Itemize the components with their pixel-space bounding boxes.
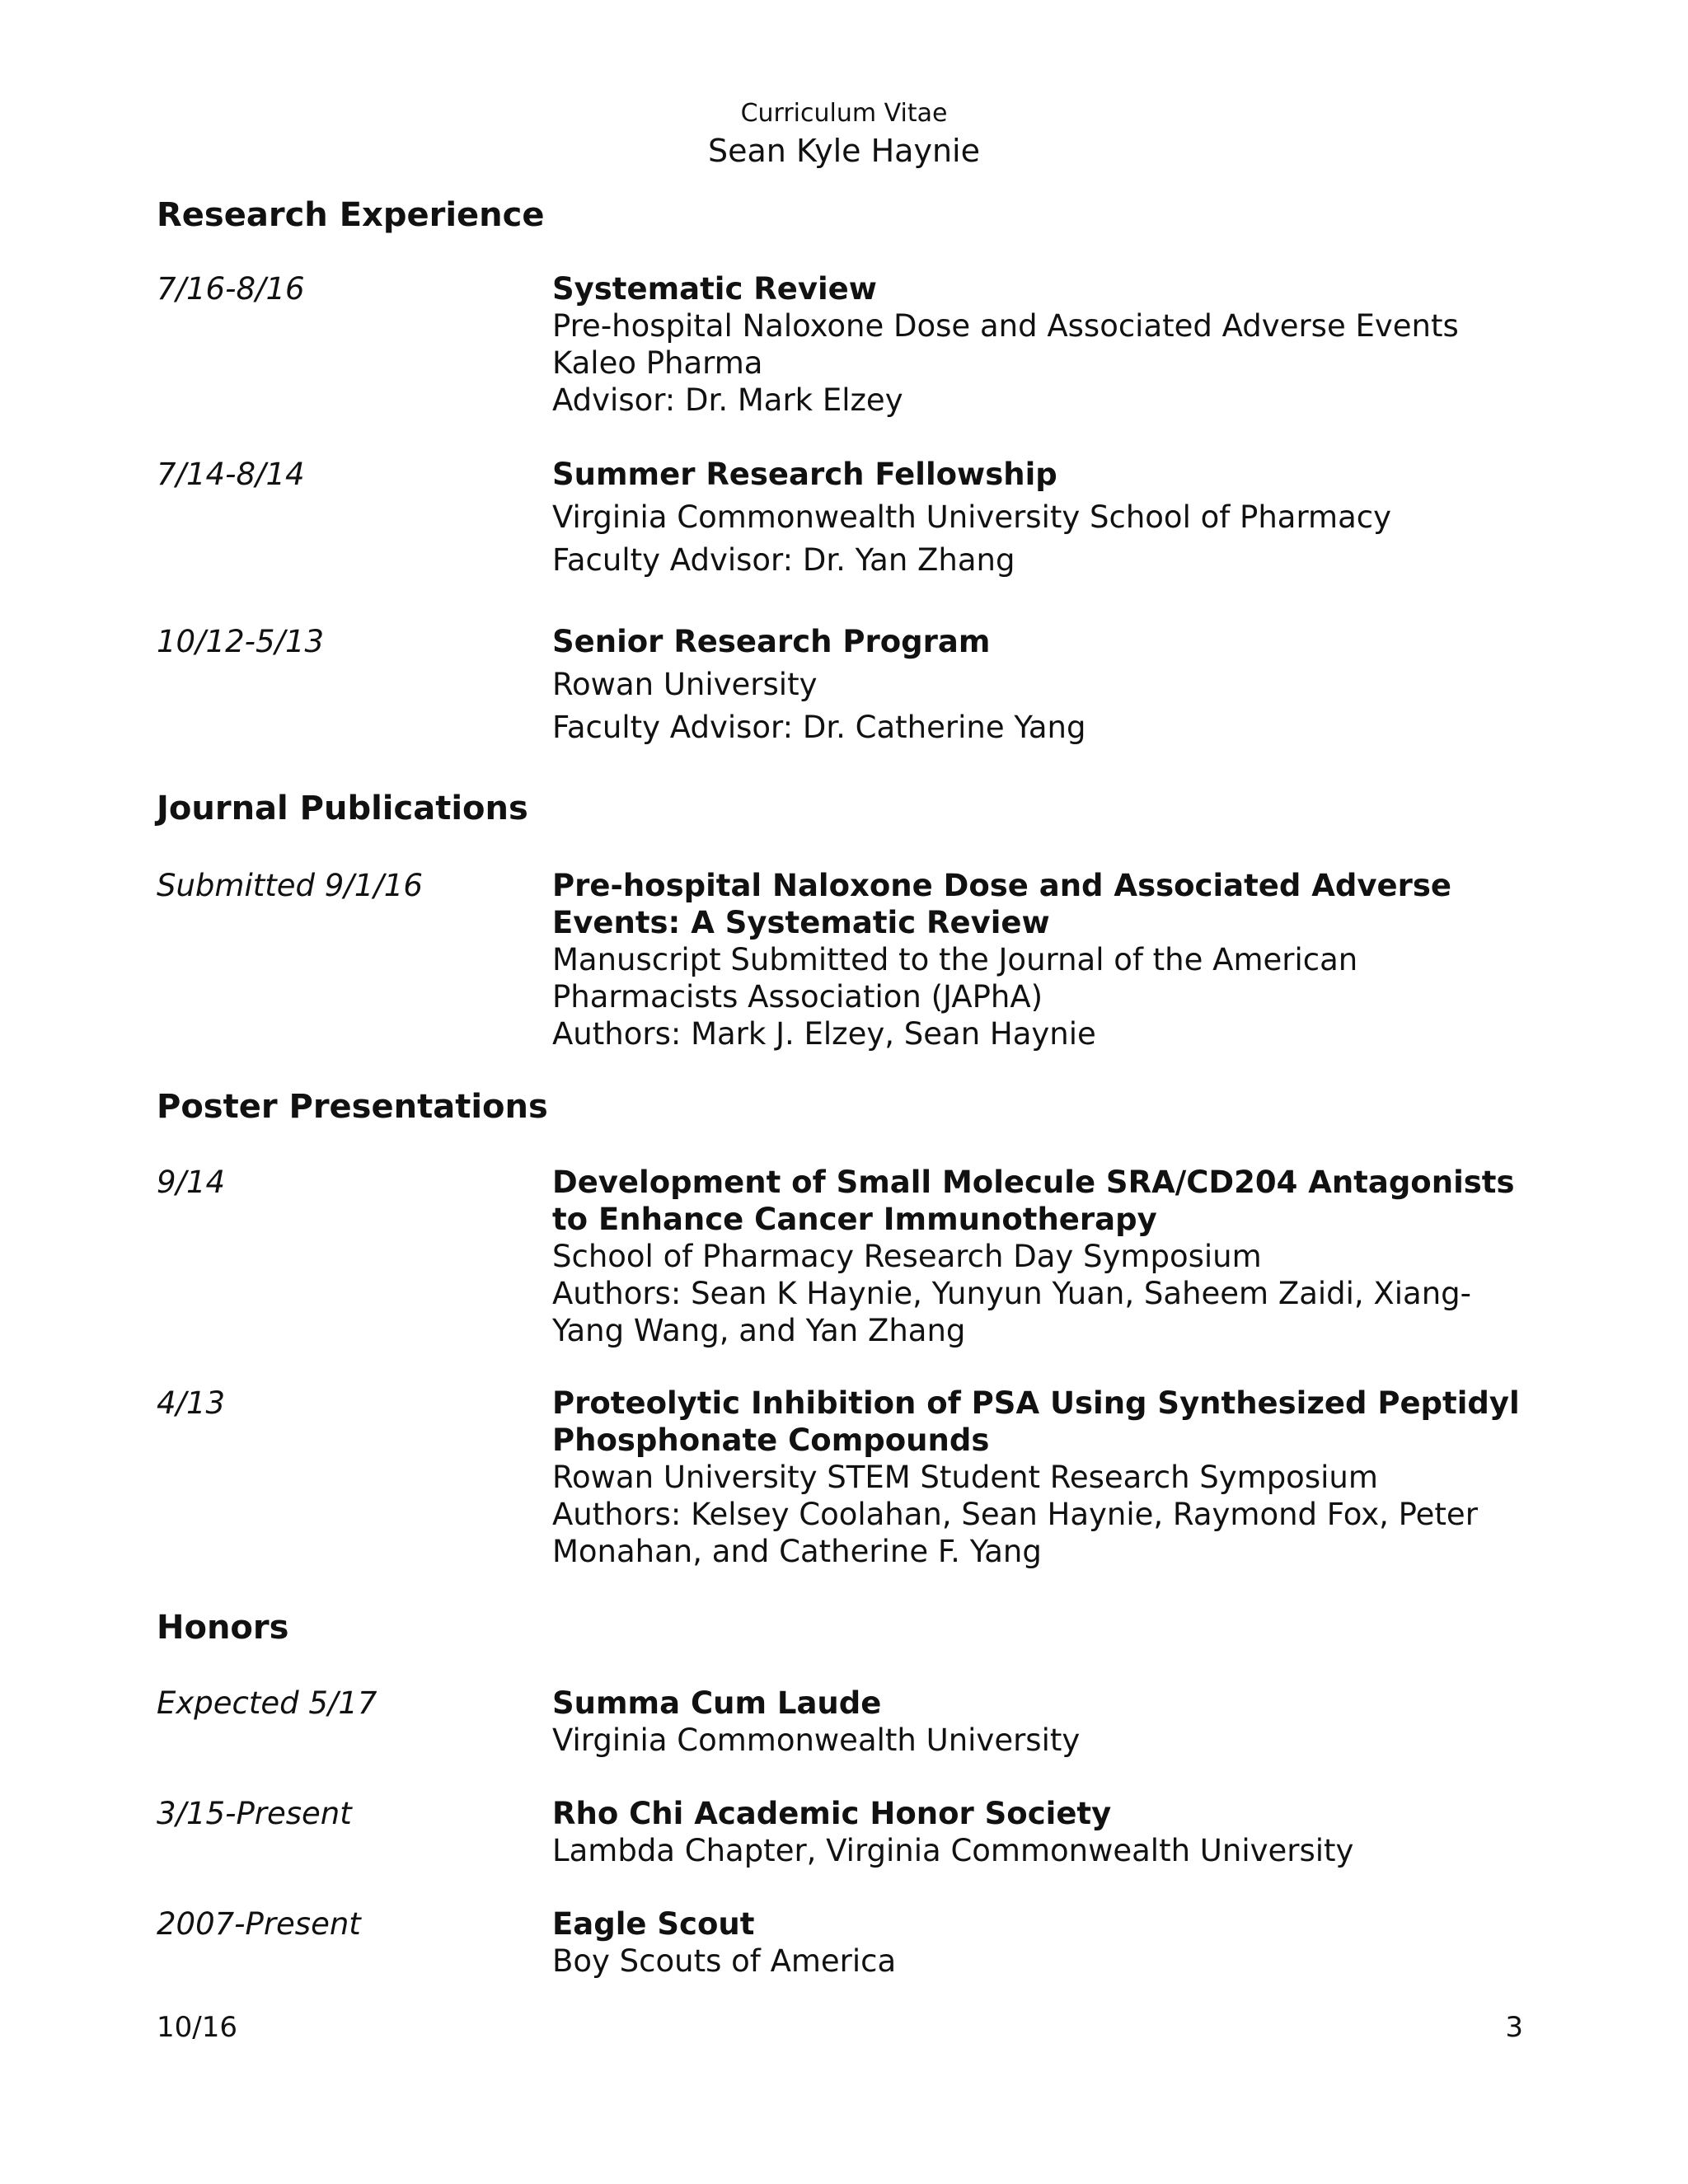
entry-line: Advisor: Dr. Mark Elzey [552, 382, 903, 418]
entry-details [552, 867, 1525, 1052]
entry-line: Boy Scouts of America [552, 1943, 897, 1979]
entry-line: Lambda Chapter, Virginia Commonwealth University [552, 1833, 1354, 1868]
entry-line: School of Pharmacy Research Day Symposium [552, 1239, 1262, 1274]
entry-title: Rho Chi Academic Honor Society [552, 1796, 1112, 1831]
entry-line: Authors: Sean K Haynie, Yunyun Yuan, Saheem Zaidi, Xiang- [552, 1276, 1472, 1311]
entry-details [552, 270, 1525, 419]
entry-title: to Enhance Cancer Immunotherapy [552, 1202, 1157, 1237]
entry-line: Yang Wang, and Yan Zhang [552, 1313, 966, 1348]
entry-line: Rowan University STEM Student Research Symposium [552, 1460, 1378, 1495]
document-header [0, 97, 1688, 171]
entry-line: Pre-hospital Naloxone Dose and Associated Adverse Events [552, 308, 1459, 344]
entry-details [552, 623, 1525, 746]
entry-date: 4/13 [157, 1385, 226, 1421]
entry-line: Monahan, and Catherine F. Yang [552, 1534, 1042, 1569]
entry-line: Virginia Commonwealth University School of Pharmacy [552, 499, 1391, 535]
entry-title: Events: A Systematic Review [552, 905, 1050, 940]
section-heading-honors: Honors [157, 1609, 289, 1647]
footer-date: 10/16 [157, 2011, 237, 2044]
entry-date: 10/12-5/13 [157, 624, 325, 659]
section-heading-publications: Journal Publications [157, 790, 528, 827]
document-label: Curriculum Vitae [740, 99, 948, 128]
entry-title: Eagle Scout [552, 1906, 755, 1942]
entry-date: 7/16-8/16 [157, 271, 305, 307]
entry-title: Summa Cum Laude [552, 1685, 882, 1721]
entry-line: Rowan University [552, 667, 818, 702]
entry-details [552, 456, 1525, 579]
entry-title: Pre-hospital Naloxone Dose and Associated Adverse [552, 868, 1451, 903]
person-name: Sean Kyle Haynie [708, 133, 980, 169]
entry-date: Submitted 9/1/16 [157, 868, 423, 903]
section-heading-posters: Poster Presentations [157, 1088, 548, 1126]
entry-title: Proteolytic Inhibition of PSA Using Synthesized Peptidyl [552, 1385, 1520, 1421]
entry-date: 3/15-Present [157, 1796, 352, 1831]
entry-date: 7/14-8/14 [157, 457, 305, 492]
entry-title: Senior Research Program [552, 624, 991, 659]
entry-title: Summer Research Fellowship [552, 457, 1057, 492]
entry-date: 9/14 [157, 1165, 226, 1200]
entry-date: Expected 5/17 [157, 1685, 377, 1721]
entry-details [552, 1164, 1525, 1349]
entry-line: Faculty Advisor: Dr. Yan Zhang [552, 542, 1015, 578]
entry-details [552, 1795, 1525, 1869]
section-heading-research: Research Experience [157, 196, 545, 234]
entry-line: Faculty Advisor: Dr. Catherine Yang [552, 710, 1086, 745]
entry-details [552, 1905, 1525, 1980]
entry-details [552, 1685, 1525, 1759]
page-number: 3 [1505, 2011, 1523, 2044]
entry-line: Virginia Commonwealth University [552, 1722, 1081, 1758]
entry-line: Manuscript Submitted to the Journal of the American [552, 942, 1358, 977]
entry-date: 2007-Present [157, 1906, 361, 1942]
entry-line: Authors: Mark J. Elzey, Sean Haynie [552, 1016, 1096, 1052]
entry-title: Development of Small Molecule SRA/CD204 Antagonists [552, 1165, 1515, 1200]
entry-line: Pharmacists Association (JAPhA) [552, 979, 1043, 1015]
entry-title: Phosphonate Compounds [552, 1422, 990, 1458]
entry-line: Authors: Kelsey Coolahan, Sean Haynie, Raymond Fox, Peter [552, 1497, 1478, 1532]
entry-title: Systematic Review [552, 271, 877, 307]
entry-details [552, 1385, 1525, 1570]
entry-line: Kaleo Pharma [552, 345, 763, 381]
